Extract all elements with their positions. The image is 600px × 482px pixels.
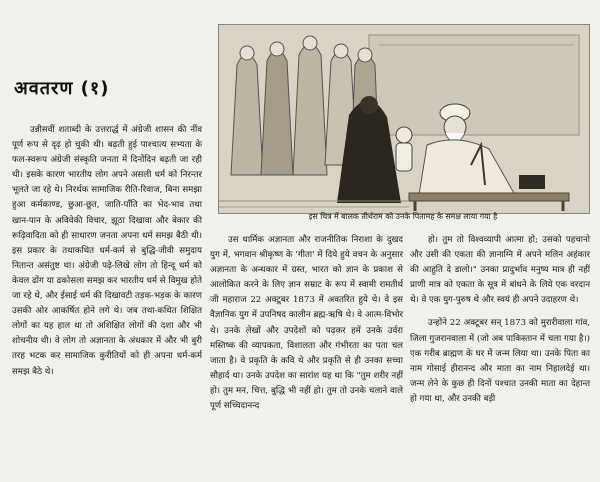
paragraph-teaching-end: हो। तुम तो विश्वव्यापी आत्मा हो; उसको पहचानो और उसी की एकता की ज्ञानाग्नि में अपने मलिन अहंकार की आहुति दे डालो।" उनका प्रादुर्भाव मनुष्य मात्र ही नहीं प्राणी मात्र को एकता के सूत्र में बांधने के लिये एक वरदान थे। वे एक युग-पुरुष थे और स्वयं ही अपने उदाहरण थे।: [410, 235, 590, 306]
illustration-drawing: [219, 25, 589, 213]
figure-caption: इस चित्र में बालक तीर्थराम को उनके पितामह के समक्ष लाया गया है: [308, 212, 498, 221]
section-heading: अवतरण (१): [14, 78, 110, 99]
paragraph-era: उस धार्मिक अज्ञानता और राजनीतिक निराशा के दुखद युग में, भगवान श्रीकृष्ण के 'गीता' में दिये हुये वचन के अनुसार अज्ञानता के अन्धकार में ग्रस्त, भारत को ज्ञान के प्रकाश से आलोकित करने के लिए ज्ञान सम्राट के रूप में स्वामी रामतीर्थ जी महाराज 22 अक्टूबर 1873 में अवतरित हुये थे। वे इस वैज्ञानिक युग में उपनिषद कालीन ब्रह्म-ऋषि थे। वे आत्म-विभोर थे। उनके लेखों और उपदेशों को पढ़कर हमें उनके उर्वरा मस्तिष्क की व्यापकता, विशालता और गंभीरता का पता चल जाता है। वे प्रकृति के कवि थे और प्रकृति से ही उनका सच्चा सौहार्द था। उनके उपदेश का सारांश यह था कि "तुम शरीर नहीं हो। तुम मन, चित्त, बुद्धि भी नहीं हो। तुम तो उनके चलाने वाले पूर्ण सच्चिदानन्द: [210, 235, 403, 412]
paragraph-intro: उन्नीसवीं शताब्दी के उत्तरार्द्ध में अंग्रेजी शासन की नींव पूर्ण रूप से दृढ़ हो चुकी थी। बढ़ती हुई पाश्चात्य सभ्यता के फल-स्वरूप अंग्रेजी संस्कृति जनता में दिनोंदिन बढ़ती जा रही थी। इसके कारण भारतीय लोग अपने असली धर्म को निरन्तर भूलते जा रहे थे। निरर्थक सामाजिक रीति-रिवाज, बिना समझा हुआ कर्मकाण्ड, छुआ-छूत, जाति-पाँति का भेद-भाव तथा खान-पान के अविवेकी विचार, झूठा दिखावा और बेकार की रूढ़िवादिता को ही साधारण जनता अपना धर्म समझ बैठी थी। इस प्रकार के तथाकथित धर्म-कर्म से बुद्धि-जीवी समुदाय नितान्त असंतुष्ट था। अंग्रेजी पढ़े-लिखे लोग तो हिन्दू धर्म को केवल ढोंग या ढकोसला समझ कर भारतीय धर्म से विमुख होते जा रहे थे, और ईसाई धर्म की दिखावटी तड़क-भड़क के कारण उसकी ओर आकर्षित होने लगे थे। जब तथा-कथित शिक्षित लोगों का यह हाल था तो अशिक्षित लोगों की दशा और भी शोचनीय थी। वे लोग तो अज्ञानता के अंधकार में और भी बुरी तरह भटक कर सामाजिक कुरीतियों को ही अपना धर्म-कर्म समझ बैठे थे।: [12, 125, 202, 377]
left-column: [12, 123, 202, 380]
right-column: [410, 233, 590, 407]
paragraph-birth: उन्होंने 22 अक्टूबर सन् 1873 को मुरारीवाला गांव, जिला गुजरानवाला में (जो अब पाकिस्तान में चला गया है।) एक गरीब ब्राह्मण के घर में जन्म लिया था। उनके पिता का नाम गोसाई हीरानन्द और माता का नाम निहालदेई था। जन्म लेने के कुछ ही दिनों पश्चात उनकी माता का देहान्त हो गया था, और उनकी बड़ी: [410, 318, 590, 404]
illustration: [218, 24, 590, 214]
middle-column: [210, 233, 403, 414]
